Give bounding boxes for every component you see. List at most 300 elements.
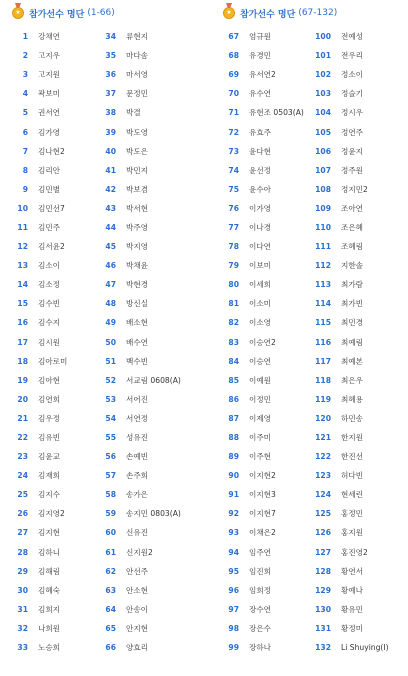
player-number: 69 [228, 70, 239, 80]
player-name: 박지영 [126, 242, 149, 252]
player-row [10, 161, 98, 180]
player-name: 곽보미 [38, 89, 61, 99]
player-row [98, 237, 186, 256]
player-name: 이승연 [249, 356, 272, 366]
player-number: 56 [105, 452, 116, 462]
player-number: 12 [17, 242, 28, 252]
player-row [10, 352, 98, 371]
player-row [98, 218, 186, 237]
player-column [313, 27, 401, 657]
player-row [221, 103, 313, 122]
player-number: 62 [105, 566, 116, 576]
player-number: 21 [17, 413, 28, 423]
player-number: 34 [105, 32, 116, 42]
player-number: 101 [315, 51, 331, 61]
player-number: 122 [315, 452, 331, 462]
player-name: 조은혜 [341, 222, 364, 232]
player-row [313, 371, 401, 390]
player-row [313, 275, 401, 294]
player-number: 95 [228, 566, 239, 576]
player-number: 126 [315, 528, 331, 538]
player-row [10, 523, 98, 542]
player-name: 유수연 [249, 89, 272, 99]
player-list-section-2 [221, 0, 408, 657]
player-number: 115 [315, 318, 331, 328]
player-row [221, 122, 313, 141]
section-range: (1-66) [87, 8, 115, 18]
player-number: 52 [105, 375, 116, 385]
player-number: 16 [17, 318, 28, 328]
player-number: 10 [17, 203, 28, 213]
player-name: 임주연 [249, 547, 272, 557]
player-name: 이예원 [249, 375, 272, 385]
player-name: 이채은2 [249, 528, 276, 538]
player-name: 지한솔 [341, 261, 364, 271]
player-row [98, 352, 186, 371]
player-number: 42 [105, 184, 116, 194]
player-row [221, 333, 313, 352]
player-name: 장은수 [249, 623, 272, 633]
player-number: 70 [228, 89, 239, 99]
player-number: 98 [228, 623, 239, 633]
player-number: 116 [315, 337, 331, 347]
player-number: 36 [105, 70, 116, 80]
player-name: 윤다현 [249, 146, 272, 156]
player-number: 41 [105, 165, 116, 175]
player-number: 44 [105, 222, 116, 232]
player-row [10, 333, 98, 352]
player-name: 이세희 [249, 280, 272, 290]
player-column [10, 27, 98, 657]
player-row [313, 313, 401, 332]
player-row [10, 371, 98, 390]
player-number: 63 [105, 585, 116, 595]
player-name: 안소현 [126, 585, 149, 595]
player-row [98, 619, 186, 638]
player-number: 23 [17, 452, 28, 462]
player-row [10, 256, 98, 275]
player-name: 김민주 [38, 222, 61, 232]
player-name: 이주미 [249, 433, 272, 443]
player-number: 117 [315, 356, 331, 366]
player-number: 13 [17, 261, 28, 271]
player-name: 정소이 [341, 70, 364, 80]
player-row [313, 27, 401, 46]
player-name: 방신실 [126, 299, 149, 309]
player-name: 김수지 [38, 318, 61, 328]
player-number: 71 [228, 108, 239, 118]
player-row [221, 256, 313, 275]
player-name: 정시우 [341, 108, 364, 118]
player-number: 129 [315, 585, 331, 595]
player-name: 신지원2 [126, 547, 153, 557]
player-name: 최가람 [341, 280, 364, 290]
player-number: 32 [17, 623, 28, 633]
medal-icon: ★ [12, 7, 24, 19]
player-row [221, 466, 313, 485]
player-number: 130 [315, 604, 331, 614]
player-column [221, 27, 313, 657]
player-row [313, 142, 401, 161]
player-number: 24 [17, 471, 28, 481]
player-number: 83 [228, 337, 239, 347]
player-number: 45 [105, 242, 116, 252]
player-number: 78 [228, 242, 239, 252]
player-row [10, 428, 98, 447]
player-name: 이보미 [249, 261, 272, 271]
player-name: 마서영 [126, 70, 149, 80]
player-number: 38 [105, 108, 116, 118]
player-number: 22 [17, 433, 28, 443]
section-title: 참가선수 명단 [29, 9, 85, 20]
player-row [313, 237, 401, 256]
player-name: 홍진영2 [341, 547, 368, 557]
player-number: 26 [17, 509, 28, 519]
player-row [221, 523, 313, 542]
player-number: 37 [105, 89, 116, 99]
player-number: 74 [228, 165, 239, 175]
player-row [221, 638, 313, 657]
player-row [313, 103, 401, 122]
player-row [10, 447, 98, 466]
player-row [221, 65, 313, 84]
player-number: 46 [105, 261, 116, 271]
player-list-section-1 [10, 0, 210, 657]
player-row [10, 122, 98, 141]
player-name: 한지원 [341, 433, 364, 443]
player-row [10, 313, 98, 332]
player-row [313, 428, 401, 447]
player-number: 123 [315, 471, 331, 481]
player-name: 송가은 [126, 490, 149, 500]
player-name: 신유진 [126, 528, 149, 538]
player-name: 이지현2 [249, 471, 276, 481]
player-row [313, 218, 401, 237]
player-row [98, 600, 186, 619]
player-number: 27 [17, 528, 28, 538]
player-name: 문정민 [126, 89, 149, 99]
player-row [313, 333, 401, 352]
section-title: 참가선수 명단 [240, 9, 296, 20]
player-row [98, 638, 186, 657]
player-name: 박민지 [126, 165, 149, 175]
player-row [10, 27, 98, 46]
player-number: 131 [315, 623, 331, 633]
player-number: 91 [228, 490, 239, 500]
player-number: 28 [17, 547, 28, 557]
player-row [221, 27, 313, 46]
player-name: 백수빈 [126, 356, 149, 366]
player-name: 김우정 [38, 413, 61, 423]
player-name: 홍지원 [341, 528, 364, 538]
player-name: 황정미 [341, 623, 364, 633]
player-name: 장하나 [249, 643, 272, 653]
player-number: 15 [17, 299, 28, 309]
player-name: 서교림 0608(A) [126, 375, 181, 385]
player-row [221, 390, 313, 409]
player-number: 47 [105, 280, 116, 290]
player-name: 김소정 [38, 280, 61, 290]
player-number: 79 [228, 261, 239, 271]
player-row [313, 619, 401, 638]
player-name: 김소이 [38, 261, 61, 271]
player-number: 68 [228, 51, 239, 61]
player-row [313, 256, 401, 275]
player-number: 103 [315, 89, 331, 99]
player-number: 9 [22, 184, 28, 194]
player-number: 6 [22, 127, 28, 137]
player-name: 현세린 [341, 490, 364, 500]
player-row [313, 562, 401, 581]
player-row [221, 161, 313, 180]
player-row [98, 65, 186, 84]
player-row [10, 142, 98, 161]
player-name: 고지우 [38, 51, 61, 61]
player-row [10, 504, 98, 523]
player-row [313, 199, 401, 218]
player-name: 김리안 [38, 165, 61, 175]
player-row [221, 600, 313, 619]
player-row [221, 180, 313, 199]
player-number: 1 [22, 32, 28, 42]
player-name: 박서현 [126, 203, 149, 213]
player-number: 84 [228, 356, 239, 366]
player-row [313, 390, 401, 409]
player-name: 김혜숙 [38, 585, 61, 595]
player-number: 88 [228, 433, 239, 443]
player-name: 이지현7 [249, 509, 276, 519]
player-number: 7 [22, 146, 28, 156]
player-row [313, 352, 401, 371]
player-row [313, 504, 401, 523]
player-name: 김하니 [38, 547, 61, 557]
player-name: 윤선정 [249, 165, 272, 175]
player-row [221, 275, 313, 294]
player-row [221, 562, 313, 581]
player-row [221, 84, 313, 103]
player-row [98, 180, 186, 199]
player-name: 엄규원 [249, 32, 272, 42]
player-number: 49 [105, 318, 116, 328]
player-row [10, 103, 98, 122]
player-row [10, 466, 98, 485]
player-row [98, 428, 186, 447]
player-row [221, 199, 313, 218]
player-row [98, 581, 186, 600]
player-name: 손예빈 [126, 452, 149, 462]
player-number: 11 [17, 222, 28, 232]
player-name: 최가빈 [341, 299, 364, 309]
player-name: 전예성 [341, 32, 364, 42]
player-name: 이제영 [249, 413, 272, 423]
player-name: 박도은 [126, 146, 149, 156]
player-row [98, 543, 186, 562]
player-name: 양효리 [126, 643, 149, 653]
player-row [221, 352, 313, 371]
player-row [313, 180, 401, 199]
player-name: 김희지 [38, 604, 61, 614]
player-number: 106 [315, 146, 331, 156]
player-row [98, 199, 186, 218]
player-name: 유경민 [249, 51, 272, 61]
player-name: 하민송 [341, 413, 364, 423]
player-row [98, 504, 186, 523]
player-name: 송지민 0803(A) [126, 509, 181, 519]
player-number: 104 [315, 108, 331, 118]
player-row [98, 447, 186, 466]
player-number: 77 [228, 222, 239, 232]
player-number: 96 [228, 585, 239, 595]
player-name: 이소영 [249, 318, 272, 328]
player-name: 류현지 [126, 32, 149, 42]
player-name: 임희정 [249, 585, 272, 595]
player-name: 김시원 [38, 337, 61, 347]
section-header [223, 0, 408, 26]
player-row [98, 161, 186, 180]
player-number: 60 [105, 528, 116, 538]
player-row [221, 46, 313, 65]
player-number: 51 [105, 356, 116, 366]
player-number: 8 [22, 165, 28, 175]
player-name: 정주원 [341, 165, 364, 175]
player-number: 128 [315, 566, 331, 576]
player-row [98, 46, 186, 65]
player-name: 장수연 [249, 604, 272, 614]
player-row [221, 581, 313, 600]
player-row [221, 543, 313, 562]
player-row [313, 46, 401, 65]
player-row [221, 218, 313, 237]
player-row [313, 122, 401, 141]
player-name: 김나현2 [38, 146, 65, 156]
player-name: 윤수아 [249, 184, 272, 194]
player-number: 58 [105, 490, 116, 500]
player-row [313, 638, 401, 657]
player-number: 33 [17, 643, 28, 653]
player-row [221, 371, 313, 390]
player-number: 118 [315, 375, 331, 385]
player-number: 17 [17, 337, 28, 347]
player-row [98, 485, 186, 504]
player-number: 64 [105, 604, 116, 614]
player-name: 고지원 [38, 70, 61, 80]
player-name: 김지현 [38, 528, 61, 538]
player-row [98, 122, 186, 141]
player-name: 나희원 [38, 623, 61, 633]
player-name: 이가영 [249, 203, 272, 213]
player-row [313, 409, 401, 428]
player-name: 박도영 [126, 127, 149, 137]
player-row [98, 371, 186, 390]
player-row [313, 65, 401, 84]
player-number: 57 [105, 471, 116, 481]
player-number: 125 [315, 509, 331, 519]
player-name: 정연주 [341, 127, 364, 137]
section-header [12, 0, 210, 26]
player-number: 82 [228, 318, 239, 328]
player-row [98, 27, 186, 46]
player-row [10, 581, 98, 600]
player-row [313, 466, 401, 485]
player-row [221, 504, 313, 523]
player-number: 132 [315, 643, 331, 653]
player-name: 김해림 [38, 566, 61, 576]
section-columns [10, 27, 210, 657]
player-number: 109 [315, 203, 331, 213]
player-number: 124 [315, 490, 331, 500]
player-row [98, 142, 186, 161]
player-name: 권서연 [38, 108, 61, 118]
player-name: 손주희 [126, 471, 149, 481]
player-name: 한진선 [341, 452, 364, 462]
player-row [221, 447, 313, 466]
player-row [10, 294, 98, 313]
player-name: 정지민2 [341, 184, 368, 194]
player-row [98, 409, 186, 428]
player-name: 서어진 [126, 394, 149, 404]
player-name: 전우리 [341, 51, 364, 61]
player-name: 서연정 [126, 413, 149, 423]
player-name: 김아로미 [38, 356, 68, 366]
player-number: 61 [105, 547, 116, 557]
player-name: 조혜림 [341, 242, 364, 252]
player-row [10, 409, 98, 428]
player-row [313, 84, 401, 103]
medal-icon: ★ [223, 7, 235, 19]
player-number: 53 [105, 394, 116, 404]
player-number: 113 [315, 280, 331, 290]
player-number: 119 [315, 394, 331, 404]
player-name: 박현경 [126, 280, 149, 290]
player-row [10, 84, 98, 103]
player-row [313, 523, 401, 542]
player-number: 55 [105, 433, 116, 443]
player-row [221, 428, 313, 447]
player-name: 김서윤2 [38, 242, 65, 252]
player-row [10, 275, 98, 294]
player-number: 72 [228, 127, 239, 137]
player-name: 이나경 [249, 222, 272, 232]
player-number: 67 [228, 32, 239, 42]
player-row [221, 619, 313, 638]
player-name: 유효주 [249, 127, 272, 137]
player-number: 3 [22, 70, 28, 80]
player-row [10, 65, 98, 84]
player-row [313, 294, 401, 313]
player-name: 김연희 [38, 394, 61, 404]
player-row [10, 485, 98, 504]
player-number: 80 [228, 280, 239, 290]
player-name: 유현조 0503(A) [249, 108, 304, 118]
player-name: 최은우 [341, 375, 364, 385]
player-name: 이지현3 [249, 490, 276, 500]
player-row [221, 409, 313, 428]
section-columns [221, 27, 408, 657]
player-row [10, 237, 98, 256]
player-name: 강채연 [38, 32, 61, 42]
player-name: 박채윤 [126, 261, 149, 271]
player-row [98, 333, 186, 352]
player-row [313, 600, 401, 619]
player-name: 김지영2 [38, 509, 65, 519]
player-row [10, 619, 98, 638]
player-number: 76 [228, 203, 239, 213]
player-name: 최예본 [341, 356, 364, 366]
player-row [313, 581, 401, 600]
player-number: 50 [105, 337, 116, 347]
player-row [313, 161, 401, 180]
player-number: 5 [22, 108, 28, 118]
